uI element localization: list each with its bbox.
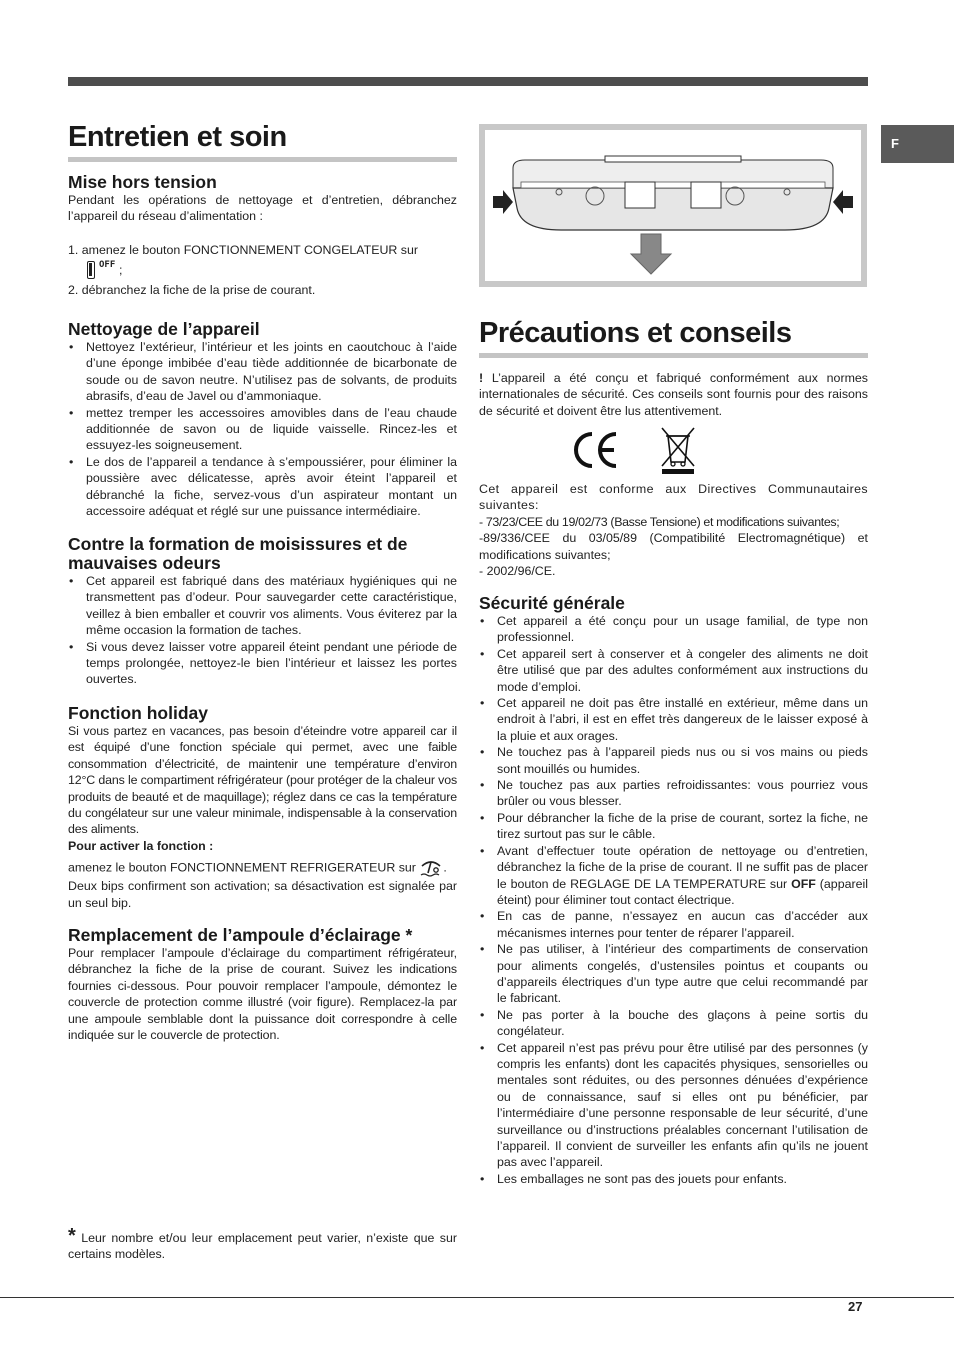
- page-title: Entretien et soin: [68, 121, 287, 153]
- bullet-list: [479, 613, 868, 1187]
- avant-end: (appareil éteint) pour éliminer tout contact électrique.: [497, 876, 868, 907]
- warning-mark: !: [479, 371, 484, 385]
- list-item: • Cet appareil sert à conserver et à congeler des aliments ne doit être utilisé que par des adultes conformément aux instructions du mode d’emploi.: [479, 646, 868, 695]
- directive: - 73/23/CEE du 19/02/73 (Basse Tensione) et modifications suivantes;: [479, 514, 840, 529]
- list-item: • Ne pas utiliser, à l’intérieur des compartiments de conservation pour aliments congelés, d’ustensiles pointus et coupants ou d’appareils électriques d’un type autre que celui recommandé par le fabricant.: [479, 941, 868, 1007]
- conformity-text: Cet appareil est conforme aux Directives Communautaires suivantes:: [479, 482, 868, 513]
- step-1-text: 1. amenez le bouton FONCTIONNEMENT CONGELATEUR sur: [68, 242, 419, 257]
- holiday-icon: [419, 858, 443, 878]
- footnote-star: *: [68, 1225, 76, 1247]
- section-heading: Nettoyage de l’appareil: [68, 319, 260, 339]
- directive: -89/336/CEE du 03/05/89 (Compatibilité Electromagnétique) et modifications suivantes;: [479, 531, 868, 562]
- avant-text: Avant d’effectuer toute opération de nettoyage ou d’entretien, débranchez la fiche de la prise de courant. Il ne suffit pas de placer le bouton de REGLAGE DE LA TEMPERATURE sur: [497, 843, 868, 891]
- section-ampoule: [68, 926, 457, 1043]
- list-item: • Si vous devez laisser votre appareil éteint pendant une période de temps prolongée, nettoyez-le bien l’intérieur et laissez les portes ouvertes.: [68, 639, 457, 688]
- section-title: Précautions et conseils: [479, 317, 792, 349]
- list-item: • En cas de panne, n’essayez en aucun cas d’accéder aux mécanismes internes pour tenter de réparer l’appareil.: [479, 908, 868, 941]
- list-item: • Cet appareil n’est pas prévu pour être utilisé par des personnes (y compris les enfants) dont les capacités physiques, sensorielles ou mentales sont réduites, ou des personnes dénuées d’expérience ou de connaissance, sauf si elles ont pu bénéficier, par l’intermédiaire d’une personne responsable de leur sécurité, d’une surveillance ou d’instructions préalables concernant l’utilisation de l’appareil. Il convient de surveiller les enfants afin qu’ils ne jouent pas avec l’appareil.: [479, 1040, 868, 1171]
- title-rule: [479, 353, 868, 358]
- intro-text: L’appareil a été conçu et fabriqué conformément aux normes internationales de sécurité. Ces conseils sont fournis pour des raisons de sécurité et doivent être lus attentivement.: [479, 371, 868, 418]
- right-title-block: [479, 316, 868, 358]
- weee-bin-icon: [656, 426, 700, 474]
- left-title-block: [68, 120, 457, 162]
- footer-rule: [0, 1297, 954, 1298]
- paragraph: Si vous partez en vacances, pas besoin d’éteindre votre appareil car il est équipé d’une fonction spéciale qui permet, avec une faible consommation d’électricité, de maintenir une température d’environ 12°C dans le compartiment réfrigérateur (pour protéger de la chaleur vos produits de beauté et de maquillage); réglez dans ce cas la température du congélateur sur une valeur minimale, indispensable à la conservation des aliments.: [68, 724, 457, 837]
- section-moisissures: [68, 535, 457, 688]
- section-nettoyage: [68, 320, 457, 519]
- activate-end: .: [443, 860, 447, 875]
- language-tab: [881, 125, 954, 163]
- switch-icon: [87, 261, 95, 279]
- list-item: • Le dos de l’appareil a tendance à s’empoussiérer, pour éliminer la poussière avec délicatesse, après avoir éteint l’appareil et débranché la fiche, servez-vous d’un aspirateur montant un accessoire adéquat et réglé sur une puissance intermédiaire.: [68, 454, 457, 520]
- section-heading: Contre la formation de moisissures et de mauvaises odeurs: [68, 534, 408, 573]
- section-holiday: [68, 704, 457, 911]
- list-item: [479, 843, 868, 909]
- lamp-cover-illustration: [485, 130, 861, 281]
- section-heading: Sécurité générale: [479, 593, 625, 613]
- top-bar: [68, 77, 868, 86]
- section-securite: [479, 594, 868, 1187]
- footnote: [68, 1225, 457, 1263]
- paragraph: Deux bips confirment son activation; sa désactivation est signalée par un seul bip.: [68, 879, 457, 910]
- list-item: • Ne touchez pas aux parties refroidissantes: vous pourriez vous brûler ou vous blesser.: [479, 777, 868, 810]
- list-item: • Cet appareil a été conçu pour un usage familial, de type non professionnel.: [479, 613, 868, 646]
- footnote-body: Leur nombre et/ou leur emplacement peut varier, n’existe que sur certains modèles.: [68, 1231, 457, 1262]
- step-2: 2. débranchez la fiche de la prise de courant.: [68, 283, 316, 298]
- list-item: • mettez tremper les accessoires amovibles dans de l’eau chaude additionnée de savon ou de liquide vaisselle. Rincez-les et essuyez-les soigneusement.: [68, 405, 457, 454]
- section-mise-hors-tension: [68, 173, 457, 299]
- certification-logos: [566, 426, 716, 474]
- step-1: [68, 242, 457, 258]
- list-item: • Nettoyez l’extérieur, l’intérieur et les joints en caoutchouc à l’aide d’une éponge imbibée d’eau tiède additionnée de bicarbonate de soude ou de savon neutre. N’utilisez pas de solvants, de produits abrasifs, d’eau de Javel ou d’ammoniaque.: [68, 339, 457, 405]
- directive: - 2002/96/CE.: [479, 564, 556, 579]
- title-rule: [68, 157, 457, 162]
- off-label: OFF: [791, 876, 816, 891]
- intro-block: [479, 370, 868, 419]
- off-indicator: [68, 258, 457, 282]
- list-item: • Les emballages ne sont pas des jouets pour enfants.: [479, 1171, 868, 1187]
- activate-label: Pour activer la fonction :: [68, 838, 214, 853]
- conformity-block: [479, 481, 868, 579]
- paragraph: Pour remplacer l’ampoule d’éclairage du compartiment réfrigérateur, débranchez la fiche de la prise de courant. Suivez les indications fournies ci-dessous. Pour pouvoir remplacer l’ampoule, démontez le couvercle de protection comme illustré (voir figure). Remplacez-la par une ampoule semblable dont la puissance doit correspondre à celle indiquée sur le couvercle de protection.: [68, 946, 457, 1043]
- section-heading: Remplacement de l’ampoule d’éclairage *: [68, 925, 413, 945]
- list-item: • Ne touchez pas à l’appareil pieds nus ou si vos mains ou pieds sont mouillés ou humides.: [479, 744, 868, 777]
- section-heading: Mise hors tension: [68, 172, 217, 192]
- footnote-text: [68, 1225, 457, 1263]
- off-label: OFF: [99, 260, 116, 271]
- list-item: • Cet appareil ne doit pas être installé en extérieur, même dans un endroit à l’abri, il est en effet très dangereux de le laisser exposé à la pluie et aux orages.: [479, 695, 868, 744]
- list-item: • Pour débrancher la fiche de la prise de courant, sortez la fiche, ne tirez surtout pas sur le câble.: [479, 810, 868, 843]
- step-1-end: ;: [119, 263, 123, 278]
- section-heading: Fonction holiday: [68, 703, 208, 723]
- page-number: 27: [848, 1299, 863, 1314]
- language-tab-label: F: [891, 136, 899, 151]
- activate-text: amenez le bouton FONCTIONNEMENT REFRIGERATEUR sur: [68, 860, 416, 875]
- intro-paragraph: [479, 370, 868, 419]
- lamp-cover-figure: [479, 124, 867, 287]
- list-item: • Ne pas porter à la bouche des glaçons à peine sortis du congélateur.: [479, 1007, 868, 1040]
- bullet-list: [68, 573, 457, 688]
- paragraph: Pendant les opérations de nettoyage et d’entretien, débranchez l’appareil du réseau d’alimentation :: [68, 193, 457, 224]
- activate-line: [68, 858, 457, 878]
- bullet-list: [68, 339, 457, 519]
- list-item: • Cet appareil est fabriqué dans des matériaux hygiéniques qui ne transmettent pas d’odeur. Pour sauvegarder cette caractéristique, veillez à bien emballer et couvrir vos aliments. Vous éviterez par la même occasion la formation de taches.: [68, 573, 457, 639]
